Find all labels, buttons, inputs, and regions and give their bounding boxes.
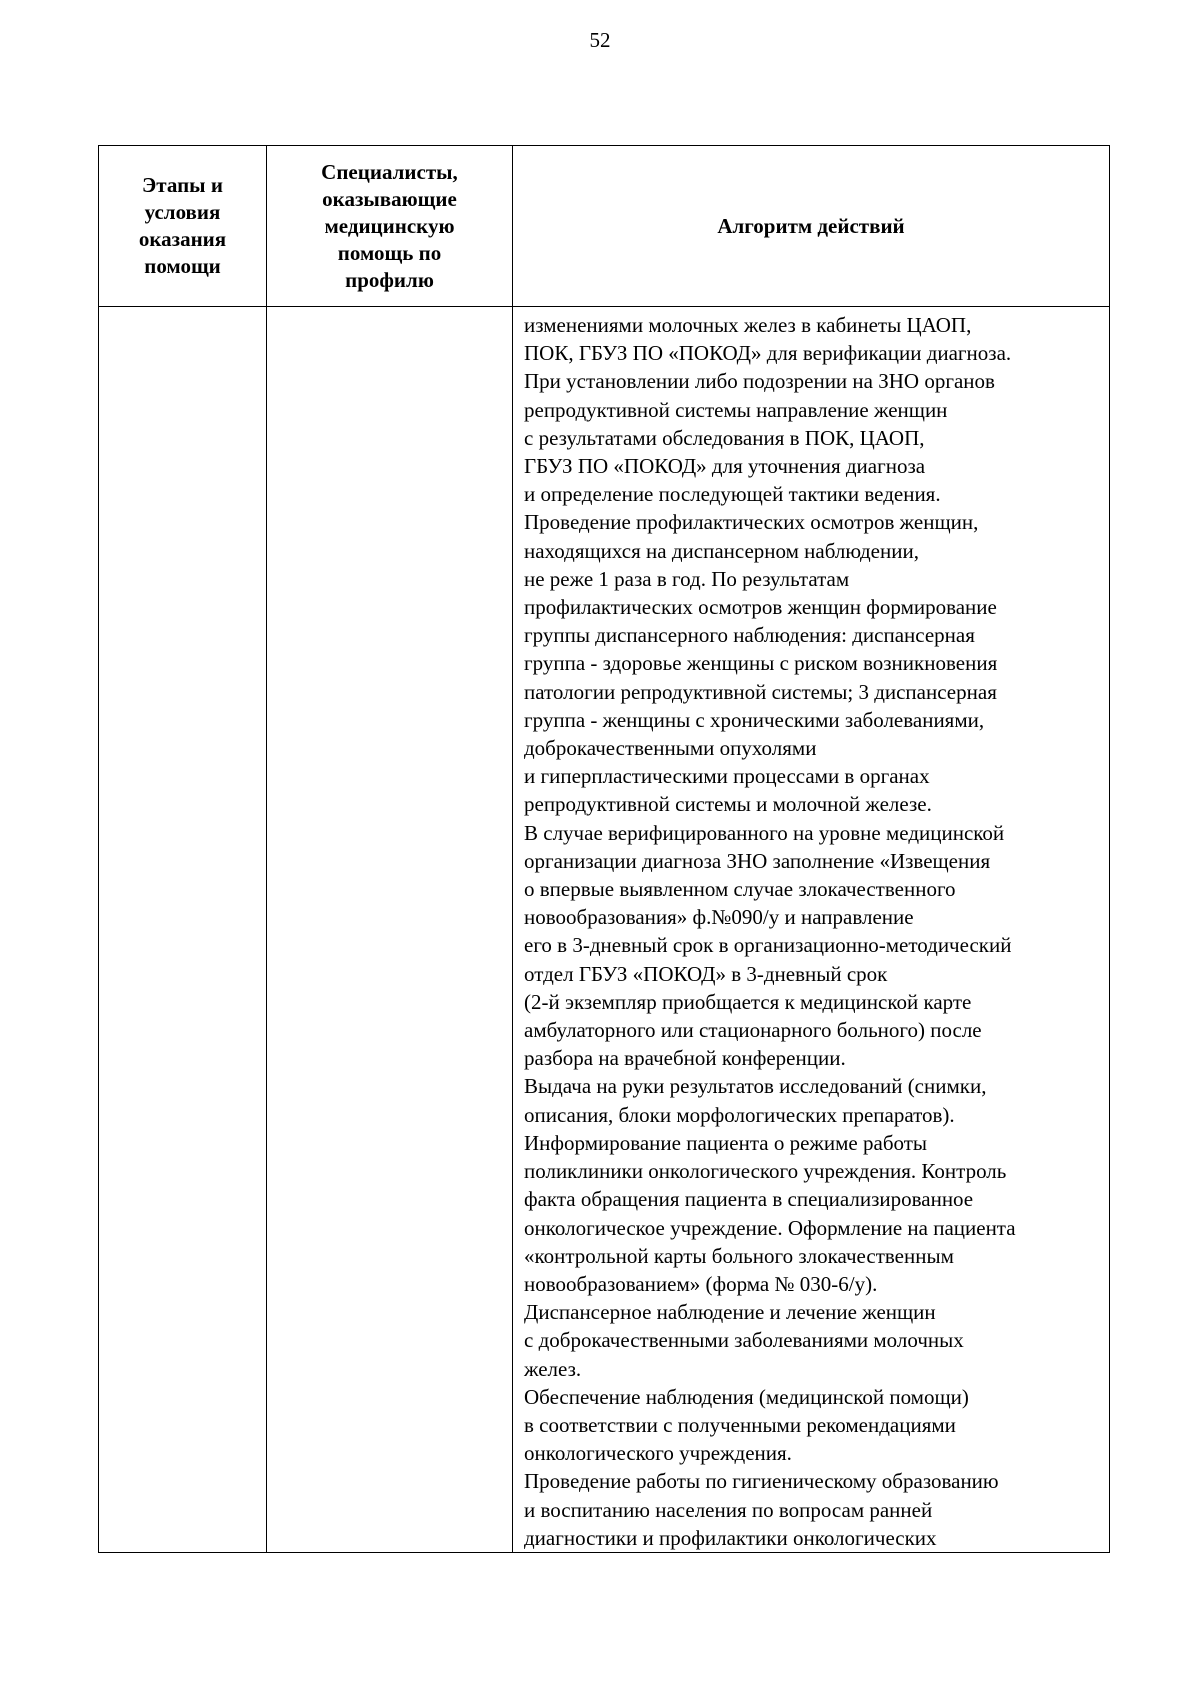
algorithm-line: и гиперпластическими процессами в органах — [524, 764, 930, 789]
header-specialists — [267, 146, 513, 307]
algorithm-line: в соответствии с полученными рекомендациями — [524, 1412, 956, 1437]
algorithm-line: репродуктивной системы направление женщин — [524, 397, 948, 422]
header-specialists-line: Специалисты, — [321, 159, 458, 184]
algorithm-line: новообразования» ф.№090/у и направление — [524, 905, 914, 930]
header-specialists-line: профилю — [345, 267, 434, 292]
algorithm-line: Выдача на руки результатов исследований (снимки, — [524, 1074, 987, 1099]
algorithm-line: желез. — [524, 1356, 582, 1381]
algorithm-line: При установлении либо подозрении на ЗНО органов — [524, 369, 995, 394]
algorithm-line: В случае верифицированного на уровне медицинской — [524, 820, 1005, 845]
algorithm-line: не реже 1 раза в год. По результатам — [524, 566, 850, 591]
algorithm-line: отдел ГБУЗ «ПОКОД» в 3-дневный срок — [524, 961, 888, 986]
algorithm-line: ПОК, ГБУЗ ПО «ПОКОД» для верификации диагноза. — [524, 341, 1012, 366]
algorithm-text — [513, 307, 1109, 1552]
table-row — [99, 307, 1110, 1553]
header-stage-line: Этапы и — [142, 173, 223, 197]
algorithm-line: патологии репродуктивной системы; 3 диспансерная — [524, 679, 997, 704]
algorithm-line: (2-й экземпляр приобщается к медицинской карте — [524, 989, 972, 1014]
algorithm-line: разбора на врачебной конференции. — [524, 1046, 846, 1071]
algorithm-line: «контрольной карты больного злокачественным — [524, 1243, 954, 1268]
header-stage-line: оказания — [138, 227, 227, 251]
algorithm-line: Диспансерное наблюдение и лечение женщин — [524, 1300, 936, 1325]
header-stage-line: помощи — [144, 254, 221, 278]
header-algorithm — [513, 146, 1110, 307]
algorithm-line: с результатами обследования в ПОК, ЦАОП, — [524, 425, 925, 450]
algorithm-line: группа - женщины с хроническими заболеваниями, — [524, 707, 985, 732]
header-stage-label — [99, 172, 266, 280]
algorithm-line: ГБУЗ ПО «ПОКОД» для уточнения диагноза — [524, 454, 926, 479]
header-specialists-line: оказывающие — [322, 186, 457, 211]
header-stage-line: условия — [144, 200, 221, 224]
algorithm-line: профилактических осмотров женщин формирование — [524, 595, 997, 620]
algorithm-line: Проведение профилактических осмотров женщин, — [524, 510, 979, 535]
algorithm-line: Проведение работы по гигиеническому образованию — [524, 1469, 999, 1494]
table-body — [99, 307, 1110, 1553]
algorithm-line: и воспитанию населения по вопросам ранней — [524, 1497, 933, 1522]
header-specialists-line: помощь по — [337, 240, 442, 265]
algorithm-line: описания, блоки морфологических препаратов). — [524, 1102, 955, 1127]
table-header — [99, 146, 1110, 307]
header-stage — [99, 146, 267, 307]
algorithm-line: Обеспечение наблюдения (медицинской помощи) — [524, 1384, 969, 1409]
algorithm-line: с доброкачественными заболеваниями молочных — [524, 1328, 964, 1353]
algorithm-line: поликлиники онкологического учреждения. Контроль — [524, 1159, 1007, 1184]
algorithm-line: онкологического учреждения. — [524, 1441, 792, 1466]
algorithm-line: организации диагноза ЗНО заполнение «Извещения — [524, 848, 991, 873]
algorithm-line: находящихся на диспансерном наблюдении, — [524, 538, 919, 563]
algorithm-line: и определение последующей тактики ведения. — [524, 482, 941, 507]
algorithm-line: новообразованием» (форма № 030-6/у). — [524, 1271, 878, 1296]
algorithm-line: диагностики и профилактики онкологических — [524, 1525, 937, 1550]
algorithm-line: репродуктивной системы и молочной железе. — [524, 792, 932, 817]
page-number: 52 — [589, 28, 611, 52]
cell-algorithm — [513, 307, 1110, 1553]
cell-stage — [99, 307, 267, 1553]
algorithm-line: о впервые выявленном случае злокачественного — [524, 877, 956, 902]
header-specialists-line: медицинскую — [324, 213, 455, 238]
algorithm-line: доброкачественными опухолями — [524, 736, 817, 761]
header-algorithm-label: Алгоритм действий — [717, 213, 905, 238]
algorithm-line: онкологическое учреждение. Оформление на пациента — [524, 1215, 1016, 1240]
header-specialists-label — [267, 159, 512, 294]
algorithm-line: Информирование пациента о режиме работы — [524, 1130, 928, 1155]
algorithm-line: амбулаторного или стационарного больного) после — [524, 1018, 982, 1043]
algorithm-line: его в 3-дневный срок в организационно-методический — [524, 933, 1012, 958]
table-header-row — [99, 146, 1110, 307]
algorithm-line: факта обращения пациента в специализированное — [524, 1187, 974, 1212]
algorithm-line: группа - здоровье женщины с риском возникновения — [524, 651, 998, 676]
algorithm-line: группы диспансерного наблюдения: диспансерная — [524, 623, 975, 648]
cell-specialists — [267, 307, 513, 1553]
algorithm-line: изменениями молочных желез в кабинеты ЦАОП, — [524, 313, 972, 337]
algorithm-table — [98, 145, 1110, 1553]
